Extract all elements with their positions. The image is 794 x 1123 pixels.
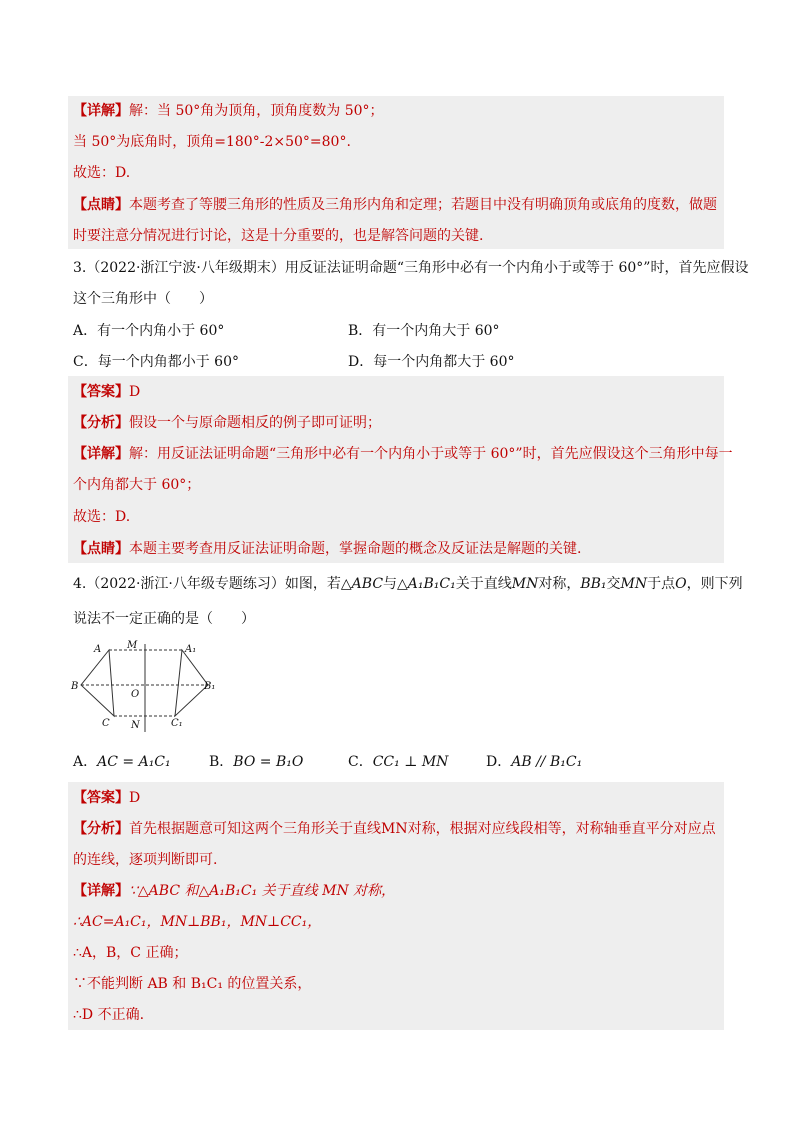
q4-analysis-text-1: 首先根据题意可知这两个三角形关于直线MN对称，根据对应线段相等，对称轴垂直平分对应点 [129, 821, 716, 837]
triangle-abc [81, 650, 114, 716]
label-c: C [102, 718, 110, 729]
q3-option-b: B．有一个内角大于 60° [348, 323, 500, 339]
q4-detail-line-4: ∵不能判断 AB 和 B₁C₁ 的位置关系， [73, 976, 312, 992]
q4-stem-tail: ，则下列 [686, 576, 743, 592]
q2-detail-line-2: 当 50°为底角时，顶角=180°-2×50°=80°. [73, 134, 351, 150]
q4-line-mn: MN [511, 576, 539, 592]
q2-detail-text-1: 解：当 50°角为顶角，顶角度数为 50°； [129, 103, 384, 119]
q4-option-c-letter: C． [348, 754, 373, 770]
q3-stem-line-2: 这个三角形中（ ） [73, 291, 213, 307]
q4-option-b [209, 752, 303, 772]
q2-detail-line-1 [73, 101, 384, 121]
q4-point-o: O [675, 576, 687, 592]
q4-option-d [486, 752, 582, 772]
detail-tag: 【详解】 [73, 446, 129, 462]
q2-point-text-1: 本题考查了等腰三角形的性质及三角形内角和定理；若题目中没有明确顶角或底角的度数，做题 [129, 197, 717, 213]
q4-analysis-line-1 [73, 819, 716, 839]
q4-detail-line-5: ∴D 不正确. [73, 1007, 145, 1023]
q3-answer-value: D [129, 384, 141, 400]
q4-triangle-abc: △ABC [340, 576, 384, 592]
detail-tag: 【详解】 [73, 103, 129, 119]
label-n: N [131, 720, 140, 731]
q4-stem-mid-5: 于点 [647, 576, 676, 592]
q4-analysis-line-2: 的连线，逐项判断即可. [73, 852, 218, 868]
q3-detail-text-1: 解：用反证法证明命题“三角形中必有一个内角小于或等于 60°”时，首先应假设这个三角形中每一 [129, 446, 733, 462]
analysis-tag: 【分析】 [73, 821, 129, 837]
detail-tag: 【详解】 [73, 883, 129, 899]
q4-option-b-letter: B． [209, 754, 234, 770]
q4-seg-bb1: BB₁ [580, 576, 607, 592]
q3-analysis [73, 413, 381, 433]
q3-analysis-text: 假设一个与原命题相反的例子即可证明； [129, 415, 381, 431]
q4-answer-value: D [129, 790, 141, 806]
label-a: A [94, 644, 102, 655]
q3-point-text: 本题主要考查用反证法证明命题，掌握命题的概念及反证法是解题的关键. [129, 541, 582, 557]
q4-stem-line-2: 说法不一定正确的是（ ） [73, 611, 255, 627]
q4-detail-line-1 [73, 881, 395, 901]
q3-choose: 故选：D. [73, 509, 131, 525]
point-tag: 【点睛】 [73, 541, 129, 557]
q4-option-d-expr: AB // B₁C₁ [511, 754, 583, 770]
q3-stem-line-1: 3.（2022·浙江宁波·八年级期末）用反证法证明命题“三角形中必有一个内角小于或等于 60°”时，首先应假设 [73, 260, 749, 276]
label-a1: A₁ [185, 644, 197, 655]
q4-option-b-expr: BO = B₁O [233, 754, 304, 770]
q4-stem-mid-2: 关于直线 [455, 576, 512, 592]
q4-symmetry-figure [70, 636, 220, 742]
q4-option-c [348, 752, 448, 772]
q3-detail-line-1 [73, 444, 733, 464]
q4-detail-text-1: ∵△ABC 和△A₁B₁C₁ 关于直线 MN 对称， [129, 883, 396, 899]
q4-stem-mid-1: 与 [383, 576, 398, 592]
q2-point-line-1 [73, 195, 717, 215]
q4-option-c-expr: CC₁ ⊥ MN [372, 754, 449, 770]
label-b1: B₁ [204, 681, 216, 692]
q3-option-c: C．每一个内角都小于 60° [73, 354, 239, 370]
q4-option-a-letter: A． [73, 754, 98, 770]
q2-choose: 故选：D. [73, 165, 131, 181]
label-o: O [131, 689, 140, 700]
q2-point-line-2: 时要注意分情况进行讨论，这是十分重要的，也是解答问题的关键. [73, 228, 484, 244]
q3-answer-block [68, 376, 724, 563]
q4-stem-mid-4: 交 [606, 576, 621, 592]
analysis-tag: 【分析】 [73, 415, 129, 431]
q4-stem-prefix: 4.（2022·浙江·八年级专题练习）如图，若 [73, 576, 341, 592]
q4-option-d-letter: D． [486, 754, 512, 770]
q4-detail-line-2: ∴AC=A₁C₁，MN⊥BB₁，MN⊥CC₁， [73, 914, 322, 930]
label-c1: C₁ [171, 718, 183, 729]
q4-option-a-expr: AC = A₁C₁ [97, 754, 171, 770]
q4-detail-line-3: ∴A，B，C 正确； [73, 945, 188, 961]
answer-tag: 【答案】 [73, 790, 129, 806]
answer-tag: 【答案】 [73, 384, 129, 400]
q4-answer [73, 788, 140, 808]
label-b: B [71, 681, 79, 692]
q3-detail-line-2: 个内角都大于 60°； [73, 477, 201, 493]
q4-line-mn-2: MN [620, 576, 648, 592]
label-m: M [127, 640, 138, 651]
q3-answer [73, 382, 140, 402]
q4-triangle-a1b1c1: △A₁B₁C₁ [397, 576, 456, 592]
q3-point [73, 539, 581, 559]
q3-option-a: A．有一个内角小于 60° [73, 323, 225, 339]
q4-option-a [73, 752, 171, 772]
point-tag: 【点睛】 [73, 197, 129, 213]
q4-stem-mid-3: 对称， [538, 576, 581, 592]
q3-option-d: D．每一个内角都大于 60° [348, 354, 515, 370]
q4-stem-line-1 [73, 574, 743, 594]
